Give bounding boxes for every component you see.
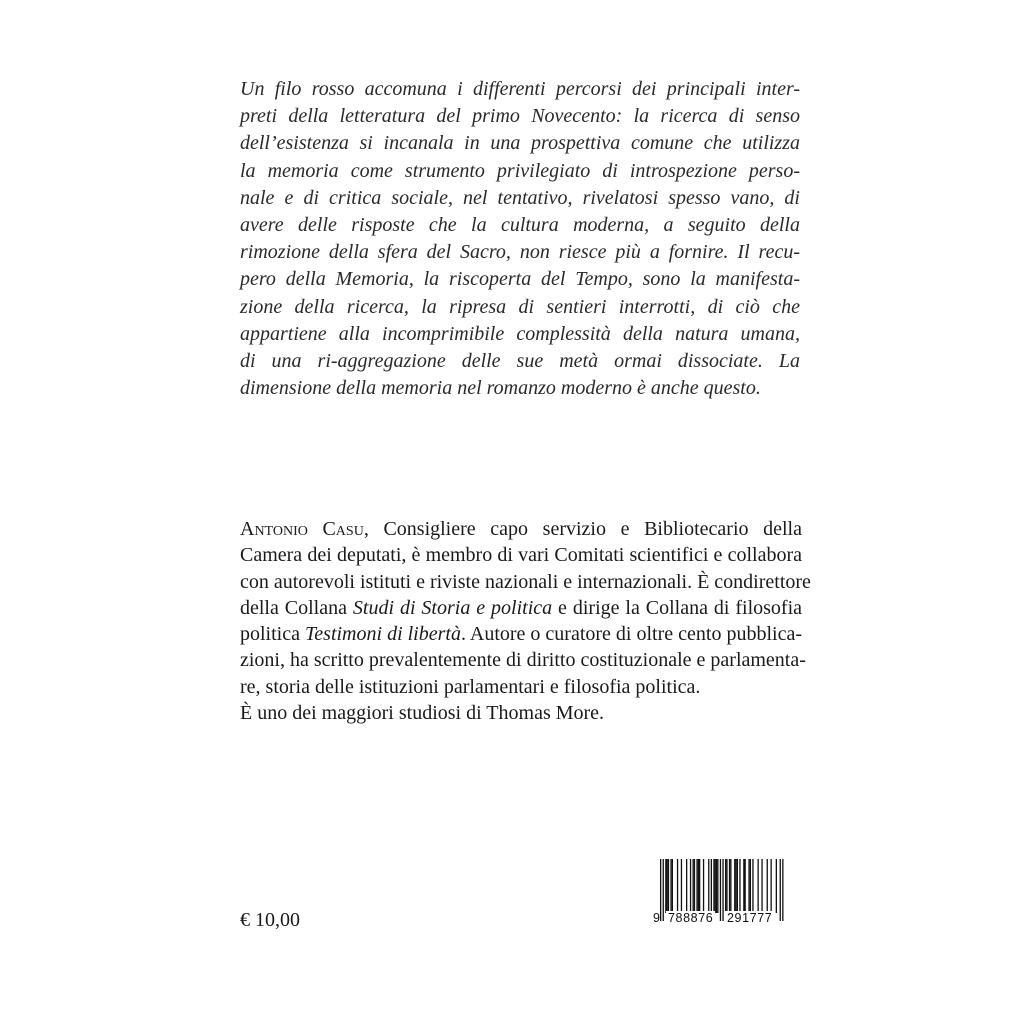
price-label: € 10,00 [240,909,300,931]
barcode-bar [670,859,671,913]
blurb-line: di una ri-aggregazione delle sue metà ormai dissociate. La [240,350,800,373]
barcode-bar [699,859,700,913]
barcode-bar [713,859,714,913]
barcode-bar [745,859,746,913]
blurb-line: appartiene alla incomprimibile complessità della natura umana, [240,322,800,345]
barcode-bar [720,859,721,921]
bio-line [240,595,802,621]
blurb-line: rimozione della sfera del Sacro, non riesce più a fornire. Il recu- [240,241,800,264]
barcode-bar [665,859,666,913]
bio-text: politica [240,623,305,646]
barcode-bar [696,859,697,913]
barcode-bar [737,859,738,913]
barcode-bar [780,859,781,921]
barcode-left-digits: 788876 [668,911,714,925]
barcode-bar [734,859,735,913]
barcode-bar [771,859,772,913]
barcode-bar [693,859,694,913]
blurb-line: dimensione della memoria nel romanzo moderno è anche questo. [240,377,761,400]
barcode-bar [776,859,777,913]
bio-line [240,516,802,542]
barcode-bar [717,859,718,913]
barcode-bar [663,859,664,921]
barcode-bar [672,859,673,913]
barcode-bar [750,859,751,913]
barcode-bar [725,859,726,913]
bio-line: Camera dei deputati, è membro di vari Comitati scientifici e collabora [240,544,802,567]
barcode-bar [726,859,727,913]
blurb-line: dell’esistenza si incanala in una prospettiva comune che utilizza [240,132,800,155]
barcode-bar [681,859,682,913]
series-title: Testimoni di libertà [305,623,461,646]
bio-line: zioni, ha scritto prevalentemente di diritto costituzionale e parlamenta- [240,649,806,672]
barcode-bar [708,859,709,913]
barcode-bar [761,859,762,913]
blurb-line: pero della Memoria, la riscoperta del Tempo, sono la manifesta- [240,268,800,291]
blurb-line: nale e di critica sociale, nel tentativo, rivelatosi spesso vano, di [240,186,800,209]
barcode-bar [690,859,691,913]
bio-text: , Consigliere capo servizio e Bibliotecario della [363,518,802,540]
barcode-bar [715,859,716,913]
blurb-line: la memoria come strumento privilegiato di introspezione perso- [240,159,800,182]
series-title: Studi di Storia e politica [352,596,553,619]
bio-text: della Collana [240,596,353,619]
bio-text: e dirige la Collana di filosofia [552,596,803,619]
back-cover-blurb [240,76,800,402]
barcode-bar [667,859,668,913]
author-bio [240,516,811,726]
blurb-line: zione della ricerca, la ripresa di sentieri interrotti, di ciò che [240,295,800,318]
barcode-bar [739,859,740,913]
barcode-bar [722,859,723,921]
barcode-bar [698,859,699,913]
barcode-bar [729,859,730,913]
barcode-bar [668,859,669,913]
barcode-first-digit: 9 [653,911,660,925]
barcode-bar [752,859,753,913]
author-name: Antonio Casu [240,518,364,540]
blurb-line: avere delle risposte che la cultura moderna, a seguito della [240,214,800,237]
barcode-bar [711,859,712,913]
blurb-line: preti della letteratura del primo Novecento: la ricerca di senso [240,105,800,128]
barcode-bar [748,859,749,913]
bio-line: con autorevoli istituti e riviste nazionali e internazionali. È condirettore [240,570,811,593]
bio-line [240,621,802,647]
barcode-bar [660,859,661,921]
barcode-bar [716,859,717,913]
blurb-line: Un filo rosso accomuna i differenti percorsi dei principali inter- [240,78,800,100]
barcode-bar [686,859,687,913]
barcode-bar [730,859,731,913]
barcode-bar [782,859,783,921]
barcode-right-digits: 291777 [727,911,773,925]
barcode-bar [743,859,744,913]
barcode-bar [735,859,736,913]
barcode-bar [677,859,678,913]
barcode-bar [758,859,759,913]
barcode-bar [767,859,768,913]
barcode-bar [694,859,695,913]
barcode-bar [703,859,704,913]
isbn-barcode [652,859,784,931]
bio-line: re, storia delle istituzioni parlamentari e filosofia politica. [240,675,701,698]
bio-line: È uno dei maggiori studiosi di Thomas More. [240,702,605,725]
bio-text: . Autore o curatore di oltre cento pubblica- [460,623,802,646]
